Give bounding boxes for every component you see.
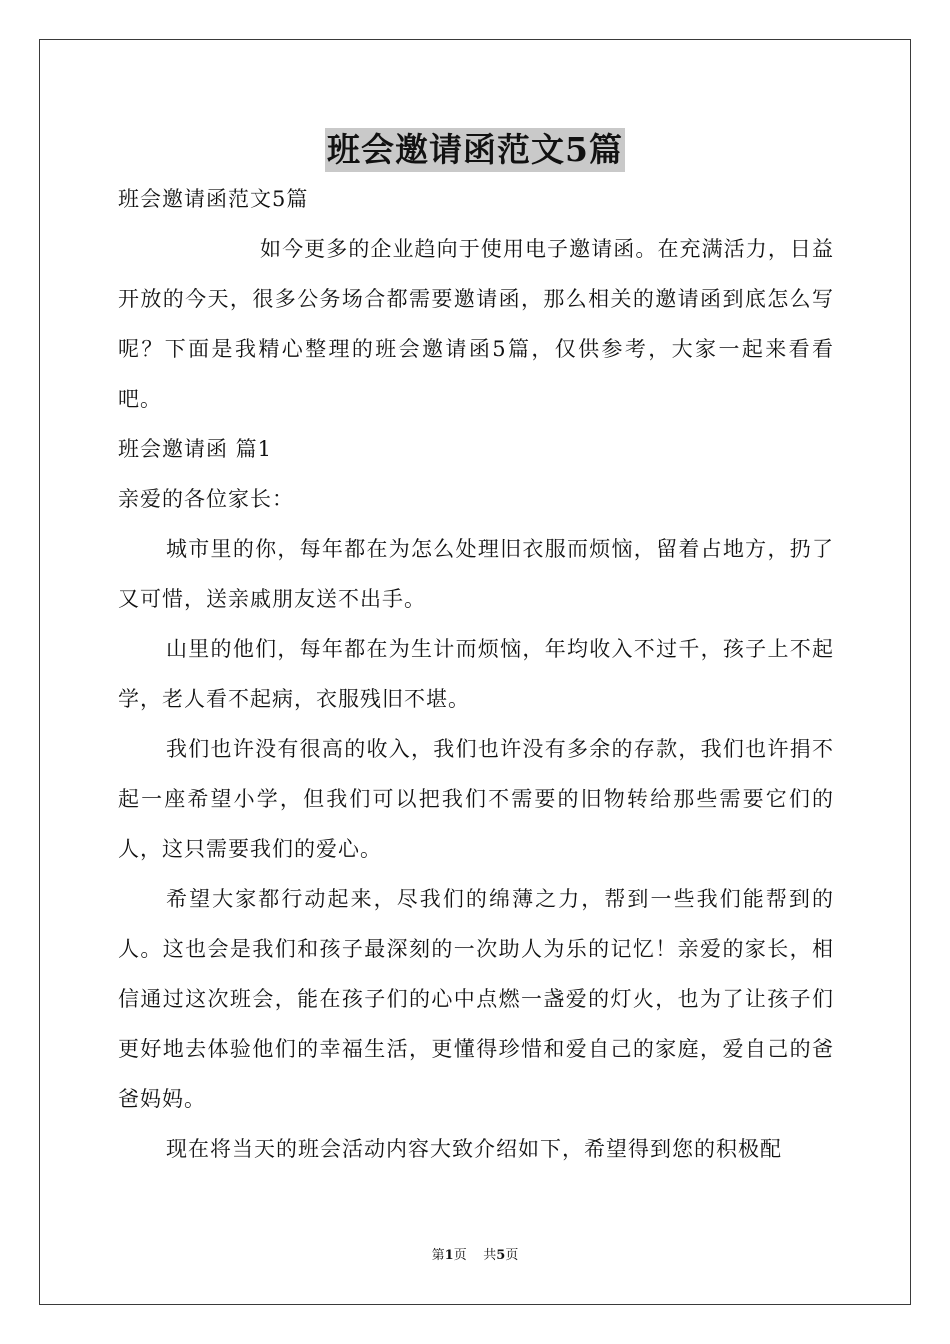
body-paragraph: 现在将当天的班会活动内容大致介绍如下，希望得到您的积极配: [166, 1137, 782, 1161]
intro-paragraph: 如今更多的企业趋向于使用电子邀请函。在充满活力，日益开放的今天，很多公务场合都需要邀请函，那么相关的邀请函到底怎么写呢？下面是我精心整理的班会邀请函5篇，仅供参考，大家一起来看看吧。: [118, 237, 834, 411]
body-paragraph: 城市里的你，每年都在为怎么处理旧衣服而烦恼，留着占地方，扔了又可惜，送亲戚朋友送不出手。: [118, 537, 834, 611]
title-container: [0, 128, 950, 172]
section-heading: 班会邀请函 篇1: [118, 437, 273, 461]
total-prefix: 共: [483, 1248, 497, 1263]
body-paragraph: 希望大家都行动起来，尽我们的绵薄之力，帮到一些我们能帮到的人。这也会是我们和孩子最深刻的一次助人为乐的记忆！亲爱的家长，相信通过这次班会，能在孩子们的心中点燃一盏爱的灯火，也为了让孩子们更好地去体验他们的幸福生活，更懂得珍惜和爱自己的家庭，爱自己的爸爸妈妈。: [118, 887, 834, 1111]
total-suffix: 页: [505, 1248, 519, 1263]
body-paragraph: 山里的他们，每年都在为生计而烦恼，年均收入不过千，孩子上不起学，老人看不起病，衣服残旧不堪。: [118, 637, 834, 711]
document-body: [118, 174, 834, 1174]
page-footer: [0, 1246, 950, 1266]
document-subtitle: 班会邀请函范文5篇: [118, 187, 309, 211]
page-total: 5: [496, 1248, 506, 1263]
salutation: 亲爱的各位家长：: [118, 487, 294, 511]
body-paragraph: 我们也许没有很高的收入，我们也许没有多余的存款，我们也许捐不起一座希望小学，但我们可以把我们不需要的旧物转给那些需要它们的人，这只需要我们的爱心。: [118, 737, 834, 861]
page-prefix: 第: [431, 1248, 445, 1263]
document-title: 班会邀请函范文5篇: [325, 128, 625, 172]
page-current: 1: [444, 1248, 454, 1263]
page-suffix: 页: [453, 1248, 467, 1263]
